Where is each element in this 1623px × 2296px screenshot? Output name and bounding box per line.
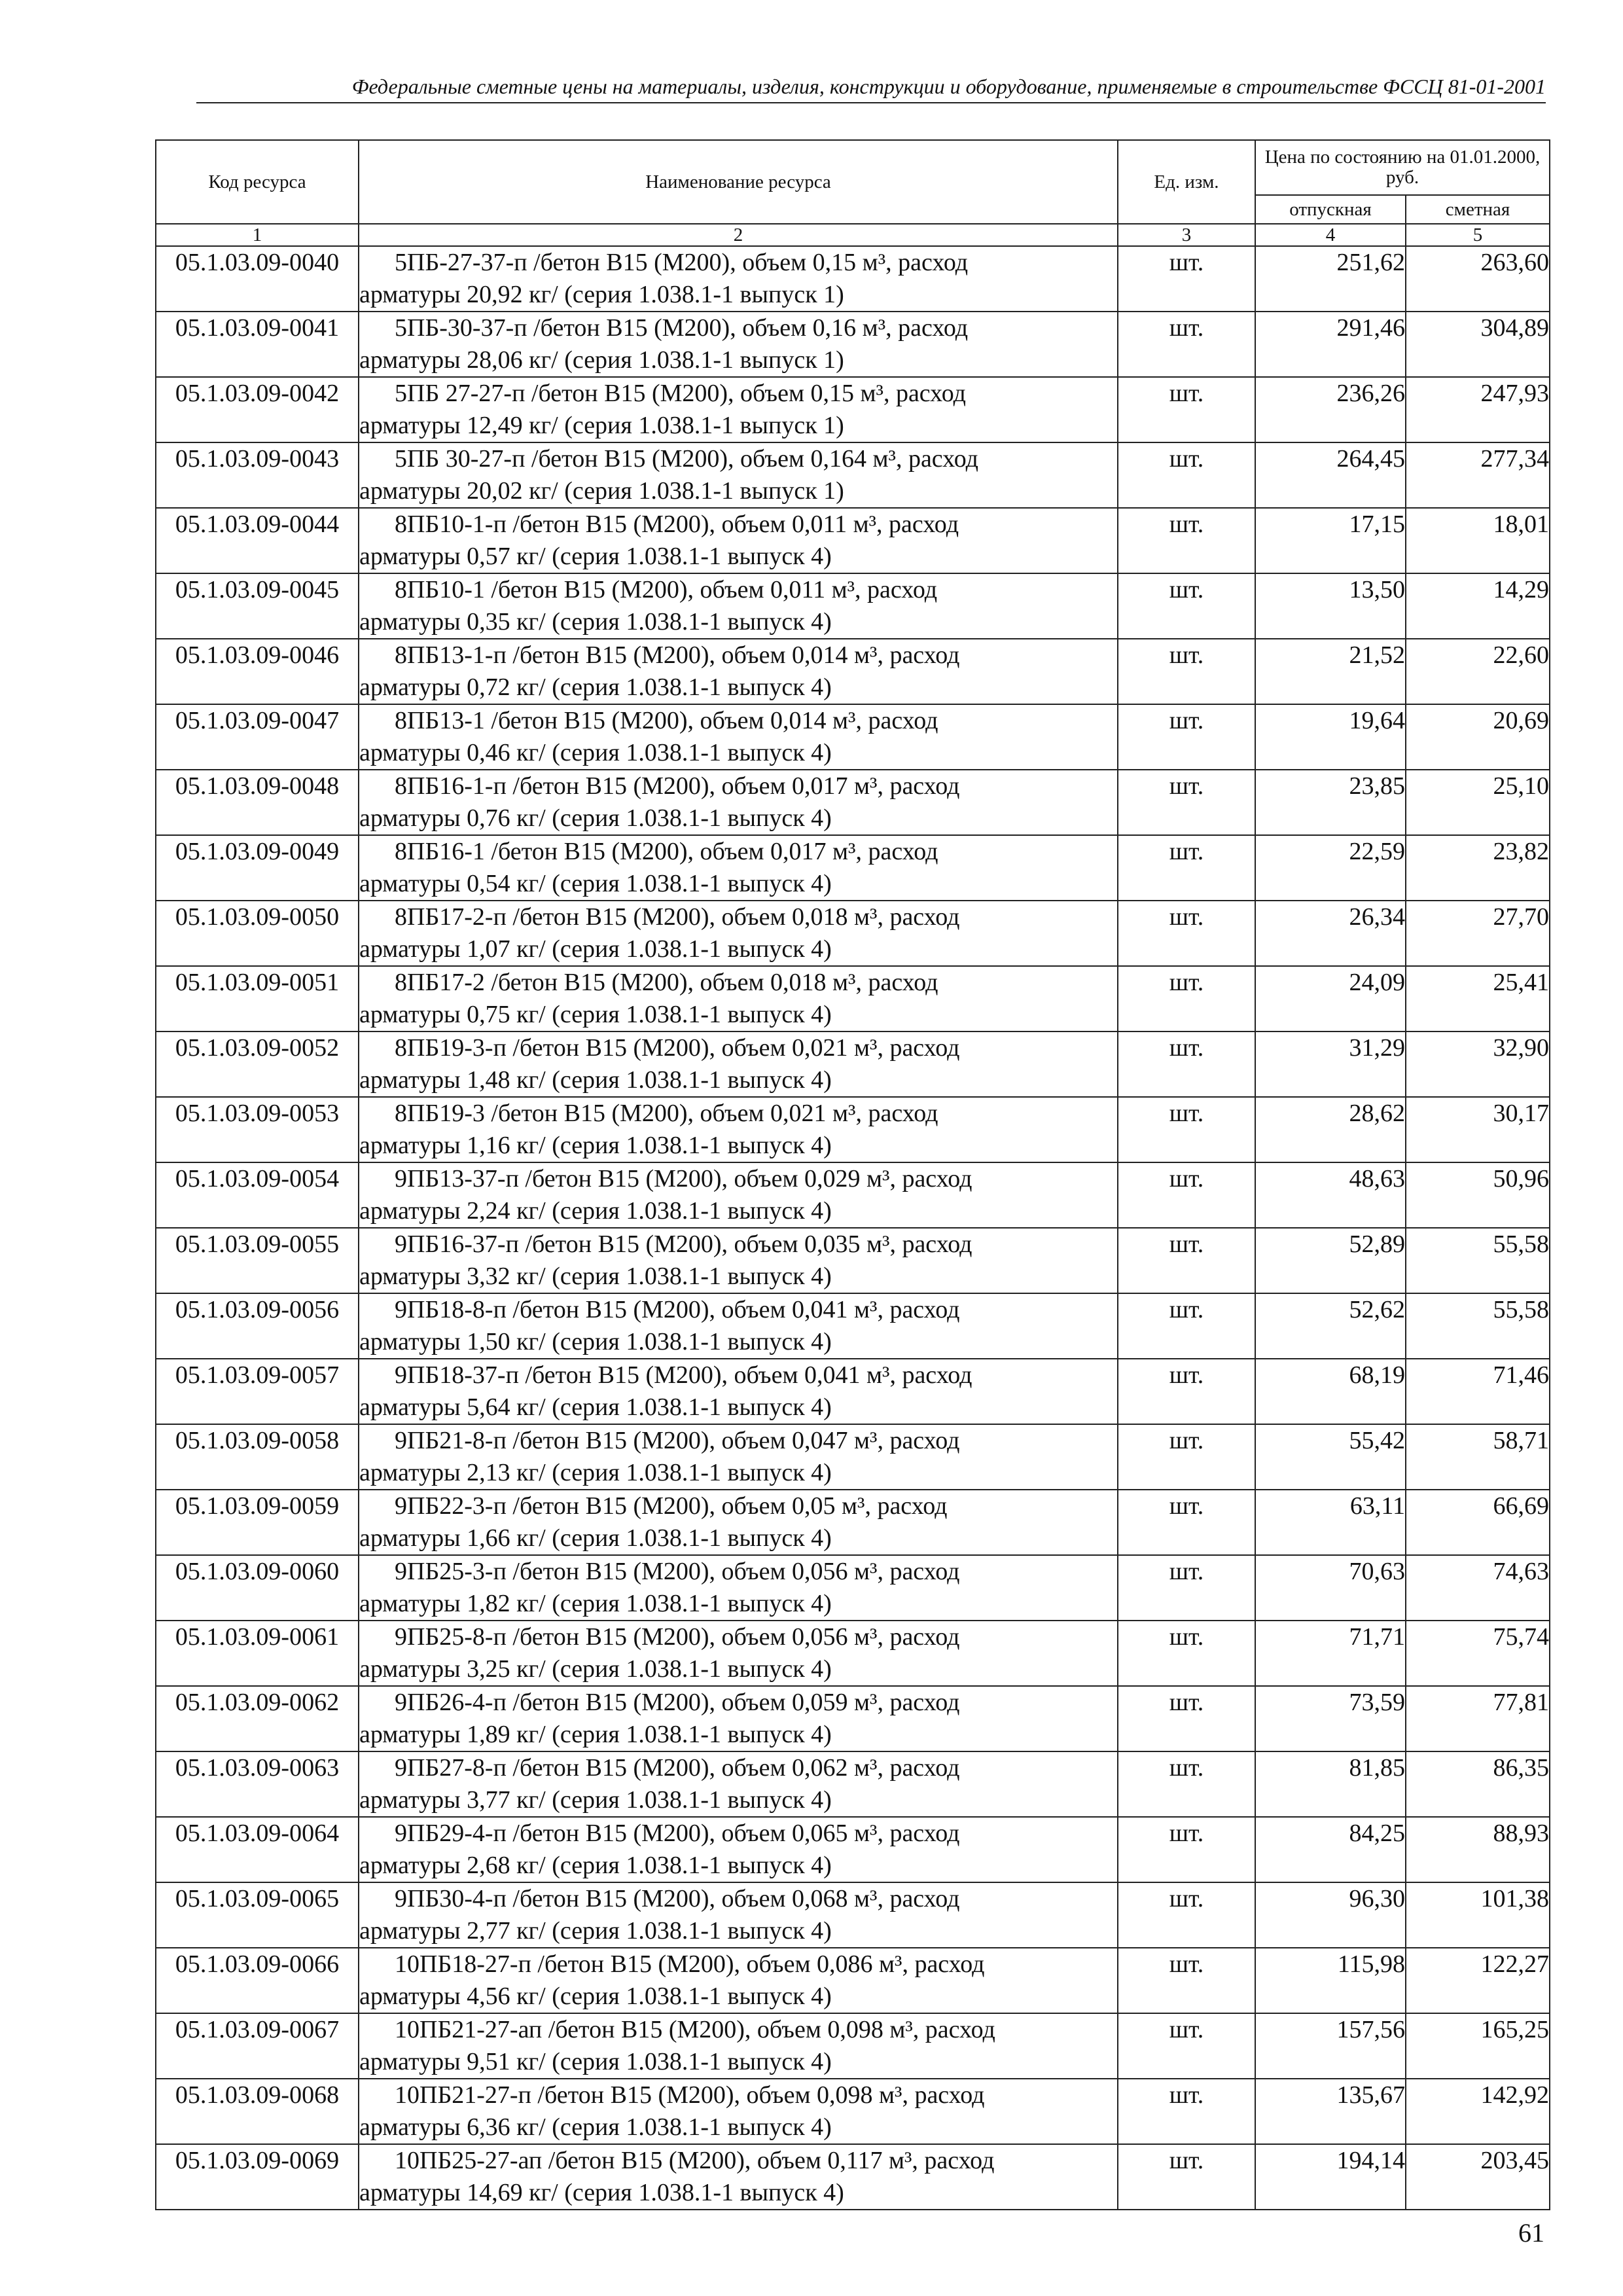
resource-name-line1: 8ПБ13-1-п /бетон B15 (M200), объем 0,014 м³, расход: [395, 641, 960, 669]
resource-name-line2: арматуры 20,02 кг/ (серия 1.038.1-1 выпуск 1): [359, 477, 844, 505]
release-price: 13,50: [1255, 573, 1406, 639]
resource-name-line1: 8ПБ16-1 /бетон B15 (M200), объем 0,017 м³, расход: [395, 838, 938, 865]
unit-of-measure: шт.: [1118, 2013, 1255, 2079]
estimate-price: 55,58: [1406, 1228, 1550, 1293]
release-price: 251,62: [1255, 246, 1406, 312]
col-header-unit: Ед. изм.: [1118, 140, 1255, 224]
resource-name-line1: 9ПБ25-3-п /бетон B15 (M200), объем 0,056 м³, расход: [395, 1558, 960, 1585]
unit-of-measure: шт.: [1118, 1293, 1255, 1359]
resource-name-line2: арматуры 28,06 кг/ (серия 1.038.1-1 выпуск 1): [359, 346, 844, 374]
resource-code: 05.1.03.09-0053: [156, 1097, 359, 1162]
table-row: [156, 2079, 1550, 2144]
unit-of-measure: шт.: [1118, 1228, 1255, 1293]
resource-name: [359, 2079, 1118, 2144]
resource-name-line1: 9ПБ27-8-п /бетон B15 (M200), объем 0,062 м³, расход: [395, 1754, 960, 1782]
resource-name-line1: 5ПБ 30-27-п /бетон B15 (M200), объем 0,164 м³, расход: [395, 445, 978, 473]
resource-name-line1: 5ПБ 27-27-п /бетон B15 (M200), объем 0,15 м³, расход: [395, 380, 966, 407]
resource-name: [359, 901, 1118, 966]
release-price: 55,42: [1255, 1424, 1406, 1490]
release-price: 264,45: [1255, 442, 1406, 508]
table-row: [156, 1751, 1550, 1817]
resource-name-line2: арматуры 2,24 кг/ (серия 1.038.1-1 выпуск 4): [359, 1197, 832, 1225]
resource-name: [359, 1621, 1118, 1686]
unit-of-measure: шт.: [1118, 1424, 1255, 1490]
table-row: [156, 1621, 1550, 1686]
release-price: 19,64: [1255, 704, 1406, 770]
resource-name-line1: 9ПБ16-37-п /бетон B15 (M200), объем 0,035 м³, расход: [395, 1230, 972, 1258]
resource-name-line2: арматуры 0,72 кг/ (серия 1.038.1-1 выпуск 4): [359, 673, 832, 701]
resource-name: [359, 573, 1118, 639]
resource-code: 05.1.03.09-0051: [156, 966, 359, 1031]
resource-name: [359, 312, 1118, 377]
release-price: 81,85: [1255, 1751, 1406, 1817]
release-price: 24,09: [1255, 966, 1406, 1031]
resource-name-line1: 8ПБ16-1-п /бетон B15 (M200), объем 0,017 м³, расход: [395, 772, 960, 800]
resource-name-line1: 5ПБ-30-37-п /бетон B15 (M200), объем 0,16 м³, расход: [395, 314, 969, 342]
resource-code: 05.1.03.09-0069: [156, 2144, 359, 2210]
resource-name-line1: 9ПБ29-4-п /бетон B15 (M200), объем 0,065 м³, расход: [395, 1820, 960, 1847]
estimate-price: 71,46: [1406, 1359, 1550, 1424]
table-row: [156, 246, 1550, 312]
estimate-price: 101,38: [1406, 1882, 1550, 1948]
resource-name-line2: арматуры 2,77 кг/ (серия 1.038.1-1 выпуск 4): [359, 1917, 832, 1945]
release-price: 21,52: [1255, 639, 1406, 704]
table-row: [156, 508, 1550, 573]
unit-of-measure: шт.: [1118, 1031, 1255, 1097]
resource-name-line2: арматуры 0,54 кг/ (серия 1.038.1-1 выпуск 4): [359, 870, 832, 897]
header-rule: [196, 102, 1546, 103]
unit-of-measure: шт.: [1118, 1359, 1255, 1424]
resource-name-line2: арматуры 3,32 кг/ (серия 1.038.1-1 выпуск 4): [359, 1263, 832, 1290]
col-header-code: Код ресурса: [156, 140, 359, 224]
unit-of-measure: шт.: [1118, 377, 1255, 442]
resource-name-line1: 9ПБ30-4-п /бетон B15 (M200), объем 0,068 м³, расход: [395, 1885, 960, 1912]
column-number: 5: [1406, 224, 1550, 246]
table-row: [156, 770, 1550, 835]
table-row: [156, 1948, 1550, 2013]
resource-name: [359, 1162, 1118, 1228]
column-number: 4: [1255, 224, 1406, 246]
resource-name: [359, 1686, 1118, 1751]
resource-name-line2: арматуры 1,50 кг/ (серия 1.038.1-1 выпуск 4): [359, 1328, 832, 1355]
resource-code: 05.1.03.09-0043: [156, 442, 359, 508]
unit-of-measure: шт.: [1118, 2079, 1255, 2144]
release-price: 291,46: [1255, 312, 1406, 377]
unit-of-measure: шт.: [1118, 2144, 1255, 2210]
estimate-price: 277,34: [1406, 442, 1550, 508]
resource-name: [359, 1359, 1118, 1424]
release-price: 28,62: [1255, 1097, 1406, 1162]
resource-code: 05.1.03.09-0041: [156, 312, 359, 377]
resource-name: [359, 1751, 1118, 1817]
resource-name-line2: арматуры 0,57 кг/ (серия 1.038.1-1 выпуск 4): [359, 543, 832, 570]
estimate-price: 22,60: [1406, 639, 1550, 704]
unit-of-measure: шт.: [1118, 966, 1255, 1031]
resource-code: 05.1.03.09-0045: [156, 573, 359, 639]
col-header-release-price: отпускная: [1255, 195, 1406, 224]
col-header-name: Наименование ресурса: [359, 140, 1118, 224]
unit-of-measure: шт.: [1118, 1817, 1255, 1882]
table-row: [156, 1555, 1550, 1621]
table-row: [156, 573, 1550, 639]
estimate-price: 142,92: [1406, 2079, 1550, 2144]
table-row: [156, 312, 1550, 377]
estimate-price: 14,29: [1406, 573, 1550, 639]
estimate-price: 88,93: [1406, 1817, 1550, 1882]
estimate-price: 20,69: [1406, 704, 1550, 770]
unit-of-measure: шт.: [1118, 1948, 1255, 2013]
release-price: 52,89: [1255, 1228, 1406, 1293]
resource-code: 05.1.03.09-0047: [156, 704, 359, 770]
unit-of-measure: шт.: [1118, 573, 1255, 639]
resource-name-line1: 9ПБ18-8-п /бетон B15 (M200), объем 0,041 м³, расход: [395, 1296, 960, 1323]
resource-name-line1: 9ПБ13-37-п /бетон B15 (M200), объем 0,029 м³, расход: [395, 1165, 972, 1193]
resource-name-line1: 9ПБ18-37-п /бетон B15 (M200), объем 0,041 м³, расход: [395, 1361, 972, 1389]
estimate-price: 66,69: [1406, 1490, 1550, 1555]
unit-of-measure: шт.: [1118, 508, 1255, 573]
resource-name-line1: 5ПБ-27-37-п /бетон B15 (M200), объем 0,15 м³, расход: [395, 249, 969, 276]
table-row: [156, 1686, 1550, 1751]
estimate-price: 304,89: [1406, 312, 1550, 377]
resource-name: [359, 377, 1118, 442]
release-price: 115,98: [1255, 1948, 1406, 2013]
resource-code: 05.1.03.09-0063: [156, 1751, 359, 1817]
resource-name: [359, 966, 1118, 1031]
resource-code: 05.1.03.09-0050: [156, 901, 359, 966]
resource-code: 05.1.03.09-0049: [156, 835, 359, 901]
release-price: 71,71: [1255, 1621, 1406, 1686]
table-row: [156, 966, 1550, 1031]
resource-name: [359, 2144, 1118, 2210]
table-row: [156, 704, 1550, 770]
table-row: [156, 1490, 1550, 1555]
unit-of-measure: шт.: [1118, 1686, 1255, 1751]
resource-name-line2: арматуры 3,77 кг/ (серия 1.038.1-1 выпуск 4): [359, 1786, 832, 1814]
resource-code: 05.1.03.09-0059: [156, 1490, 359, 1555]
table-row: [156, 835, 1550, 901]
release-price: 157,56: [1255, 2013, 1406, 2079]
resource-name: [359, 2013, 1118, 2079]
release-price: 194,14: [1255, 2144, 1406, 2210]
resource-name-line2: арматуры 0,76 кг/ (серия 1.038.1-1 выпуск 4): [359, 804, 832, 832]
release-price: 22,59: [1255, 835, 1406, 901]
resource-name: [359, 1817, 1118, 1882]
estimate-price: 247,93: [1406, 377, 1550, 442]
resource-name: [359, 1097, 1118, 1162]
resource-name-line2: арматуры 20,92 кг/ (серия 1.038.1-1 выпуск 1): [359, 281, 844, 308]
resource-code: 05.1.03.09-0042: [156, 377, 359, 442]
resource-code: 05.1.03.09-0065: [156, 1882, 359, 1948]
resource-name: [359, 704, 1118, 770]
resource-name: [359, 835, 1118, 901]
resource-name-line1: 8ПБ17-2 /бетон B15 (M200), объем 0,018 м³, расход: [395, 969, 938, 996]
resource-name-line2: арматуры 0,75 кг/ (серия 1.038.1-1 выпуск 4): [359, 1001, 832, 1028]
resource-name: [359, 508, 1118, 573]
running-header: Федеральные сметные цены на материалы, изделия, конструкции и оборудование, применяемые в строительстве ФССЦ 81-01-2001: [351, 75, 1546, 98]
resource-code: 05.1.03.09-0052: [156, 1031, 359, 1097]
table-row: [156, 1882, 1550, 1948]
release-price: 68,19: [1255, 1359, 1406, 1424]
col-header-price-group: Цена по состоянию на 01.01.2000, руб.: [1255, 140, 1550, 195]
unit-of-measure: шт.: [1118, 835, 1255, 901]
table-row: [156, 1228, 1550, 1293]
table-row: [156, 901, 1550, 966]
release-price: 52,62: [1255, 1293, 1406, 1359]
resource-name-line1: 10ПБ25-27-ап /бетон B15 (M200), объем 0,117 м³, расход: [395, 2147, 995, 2174]
unit-of-measure: шт.: [1118, 704, 1255, 770]
unit-of-measure: шт.: [1118, 639, 1255, 704]
unit-of-measure: шт.: [1118, 1162, 1255, 1228]
estimate-price: 55,58: [1406, 1293, 1550, 1359]
resource-name-line2: арматуры 1,82 кг/ (серия 1.038.1-1 выпуск 4): [359, 1590, 832, 1617]
resource-name: [359, 1424, 1118, 1490]
resource-code: 05.1.03.09-0040: [156, 246, 359, 312]
table-row: [156, 1162, 1550, 1228]
estimate-price: 122,27: [1406, 1948, 1550, 2013]
resource-name-line2: арматуры 2,68 кг/ (серия 1.038.1-1 выпуск 4): [359, 1852, 832, 1879]
estimate-price: 27,70: [1406, 901, 1550, 966]
resource-code: 05.1.03.09-0054: [156, 1162, 359, 1228]
release-price: 70,63: [1255, 1555, 1406, 1621]
resource-name-line1: 10ПБ21-27-п /бетон B15 (M200), объем 0,098 м³, расход: [395, 2081, 985, 2109]
resource-name: [359, 639, 1118, 704]
estimate-price: 58,71: [1406, 1424, 1550, 1490]
resource-name: [359, 1948, 1118, 2013]
estimate-price: 30,17: [1406, 1097, 1550, 1162]
resource-name-line2: арматуры 3,25 кг/ (серия 1.038.1-1 выпуск 4): [359, 1655, 832, 1683]
estimate-price: 75,74: [1406, 1621, 1550, 1686]
resource-code: 05.1.03.09-0061: [156, 1621, 359, 1686]
table-row: [156, 1031, 1550, 1097]
resource-name-line1: 10ПБ18-27-п /бетон B15 (M200), объем 0,086 м³, расход: [395, 1950, 985, 1978]
resource-name: [359, 246, 1118, 312]
table-row: [156, 442, 1550, 508]
resource-name-line2: арматуры 12,49 кг/ (серия 1.038.1-1 выпуск 1): [359, 412, 844, 439]
col-header-estimate-price: сметная: [1406, 195, 1550, 224]
resource-name-line2: арматуры 1,48 кг/ (серия 1.038.1-1 выпуск 4): [359, 1066, 832, 1094]
release-price: 236,26: [1255, 377, 1406, 442]
release-price: 48,63: [1255, 1162, 1406, 1228]
resource-code: 05.1.03.09-0060: [156, 1555, 359, 1621]
release-price: 17,15: [1255, 508, 1406, 573]
table-row: [156, 1293, 1550, 1359]
unit-of-measure: шт.: [1118, 1490, 1255, 1555]
resource-name-line1: 8ПБ17-2-п /бетон B15 (M200), объем 0,018 м³, расход: [395, 903, 960, 931]
resource-name-line1: 9ПБ22-3-п /бетон B15 (M200), объем 0,05 м³, расход: [395, 1492, 948, 1520]
table-row: [156, 377, 1550, 442]
estimate-price: 86,35: [1406, 1751, 1550, 1817]
resource-code: 05.1.03.09-0068: [156, 2079, 359, 2144]
release-price: 63,11: [1255, 1490, 1406, 1555]
unit-of-measure: шт.: [1118, 312, 1255, 377]
unit-of-measure: шт.: [1118, 1751, 1255, 1817]
resource-name-line2: арматуры 14,69 кг/ (серия 1.038.1-1 выпуск 4): [359, 2179, 844, 2206]
column-number: 3: [1118, 224, 1255, 246]
unit-of-measure: шт.: [1118, 1621, 1255, 1686]
resource-name-line1: 8ПБ10-1-п /бетон B15 (M200), объем 0,011 м³, расход: [395, 511, 959, 538]
estimate-price: 25,10: [1406, 770, 1550, 835]
resource-code: 05.1.03.09-0057: [156, 1359, 359, 1424]
resource-name-line1: 10ПБ21-27-ап /бетон B15 (M200), объем 0,098 м³, расход: [395, 2016, 995, 2043]
table-row: [156, 639, 1550, 704]
unit-of-measure: шт.: [1118, 1882, 1255, 1948]
table-row: [156, 1359, 1550, 1424]
resource-name: [359, 1293, 1118, 1359]
resource-name-line1: 8ПБ19-3-п /бетон B15 (M200), объем 0,021 м³, расход: [395, 1034, 960, 1062]
release-price: 84,25: [1255, 1817, 1406, 1882]
page-number: 61: [1518, 2218, 1544, 2248]
resource-name-line2: арматуры 9,51 кг/ (серия 1.038.1-1 выпуск 4): [359, 2048, 832, 2075]
table-row: [156, 1817, 1550, 1882]
resource-name: [359, 1490, 1118, 1555]
resource-name-line2: арматуры 5,64 кг/ (серия 1.038.1-1 выпуск 4): [359, 1393, 832, 1421]
estimate-price: 263,60: [1406, 246, 1550, 312]
resource-name-line2: арматуры 1,89 кг/ (серия 1.038.1-1 выпуск 4): [359, 1721, 832, 1748]
estimate-price: 165,25: [1406, 2013, 1550, 2079]
unit-of-measure: шт.: [1118, 1555, 1255, 1621]
resource-name-line2: арматуры 0,46 кг/ (серия 1.038.1-1 выпуск 4): [359, 739, 832, 766]
resource-name-line2: арматуры 6,36 кг/ (серия 1.038.1-1 выпуск 4): [359, 2113, 832, 2141]
resource-name-line2: арматуры 1,07 кг/ (серия 1.038.1-1 выпуск 4): [359, 935, 832, 963]
resource-code: 05.1.03.09-0056: [156, 1293, 359, 1359]
estimate-price: 32,90: [1406, 1031, 1550, 1097]
resource-name: [359, 1882, 1118, 1948]
column-number: 1: [156, 224, 359, 246]
release-price: 135,67: [1255, 2079, 1406, 2144]
resource-name-line2: арматуры 0,35 кг/ (серия 1.038.1-1 выпуск 4): [359, 608, 832, 636]
resource-name-line1: 9ПБ26-4-п /бетон B15 (M200), объем 0,059 м³, расход: [395, 1689, 960, 1716]
resource-name-line2: арматуры 2,13 кг/ (серия 1.038.1-1 выпуск 4): [359, 1459, 832, 1486]
resource-code: 05.1.03.09-0048: [156, 770, 359, 835]
release-price: 96,30: [1255, 1882, 1406, 1948]
resource-code: 05.1.03.09-0062: [156, 1686, 359, 1751]
estimate-price: 25,41: [1406, 966, 1550, 1031]
resource-code: 05.1.03.09-0067: [156, 2013, 359, 2079]
estimate-price: 50,96: [1406, 1162, 1550, 1228]
resource-code: 05.1.03.09-0044: [156, 508, 359, 573]
table-row: [156, 2013, 1550, 2079]
resource-name: [359, 770, 1118, 835]
resource-code: 05.1.03.09-0055: [156, 1228, 359, 1293]
table-row: [156, 1097, 1550, 1162]
resource-name-line1: 8ПБ19-3 /бетон B15 (M200), объем 0,021 м³, расход: [395, 1100, 938, 1127]
resource-name-line2: арматуры 4,56 кг/ (серия 1.038.1-1 выпуск 4): [359, 1982, 832, 2010]
column-number: 2: [359, 224, 1118, 246]
release-price: 73,59: [1255, 1686, 1406, 1751]
resource-code: 05.1.03.09-0058: [156, 1424, 359, 1490]
release-price: 23,85: [1255, 770, 1406, 835]
unit-of-measure: шт.: [1118, 1097, 1255, 1162]
resource-name-line2: арматуры 1,16 кг/ (серия 1.038.1-1 выпуск 4): [359, 1132, 832, 1159]
resource-code: 05.1.03.09-0064: [156, 1817, 359, 1882]
resource-name: [359, 1228, 1118, 1293]
estimate-price: 203,45: [1406, 2144, 1550, 2210]
table-row: [156, 1424, 1550, 1490]
estimate-price: 23,82: [1406, 835, 1550, 901]
table-body: [156, 246, 1550, 2210]
release-price: 31,29: [1255, 1031, 1406, 1097]
resource-name: [359, 442, 1118, 508]
resource-name-line1: 8ПБ10-1 /бетон B15 (M200), объем 0,011 м³, расход: [395, 576, 938, 603]
resource-name: [359, 1555, 1118, 1621]
resource-code: 05.1.03.09-0046: [156, 639, 359, 704]
estimate-price: 18,01: [1406, 508, 1550, 573]
unit-of-measure: шт.: [1118, 901, 1255, 966]
resource-name-line2: арматуры 1,66 кг/ (серия 1.038.1-1 выпуск 4): [359, 1524, 832, 1552]
resource-name-line1: 9ПБ25-8-п /бетон B15 (M200), объем 0,056 м³, расход: [395, 1623, 960, 1651]
unit-of-measure: шт.: [1118, 770, 1255, 835]
resource-name: [359, 1031, 1118, 1097]
resource-name-line1: 8ПБ13-1 /бетон B15 (M200), объем 0,014 м³, расход: [395, 707, 938, 734]
table-row: [156, 2144, 1550, 2210]
release-price: 26,34: [1255, 901, 1406, 966]
resource-price-table: [155, 139, 1550, 2210]
unit-of-measure: шт.: [1118, 246, 1255, 312]
estimate-price: 74,63: [1406, 1555, 1550, 1621]
resource-code: 05.1.03.09-0066: [156, 1948, 359, 2013]
estimate-price: 77,81: [1406, 1686, 1550, 1751]
unit-of-measure: шт.: [1118, 442, 1255, 508]
resource-name-line1: 9ПБ21-8-п /бетон B15 (M200), объем 0,047 м³, расход: [395, 1427, 960, 1454]
